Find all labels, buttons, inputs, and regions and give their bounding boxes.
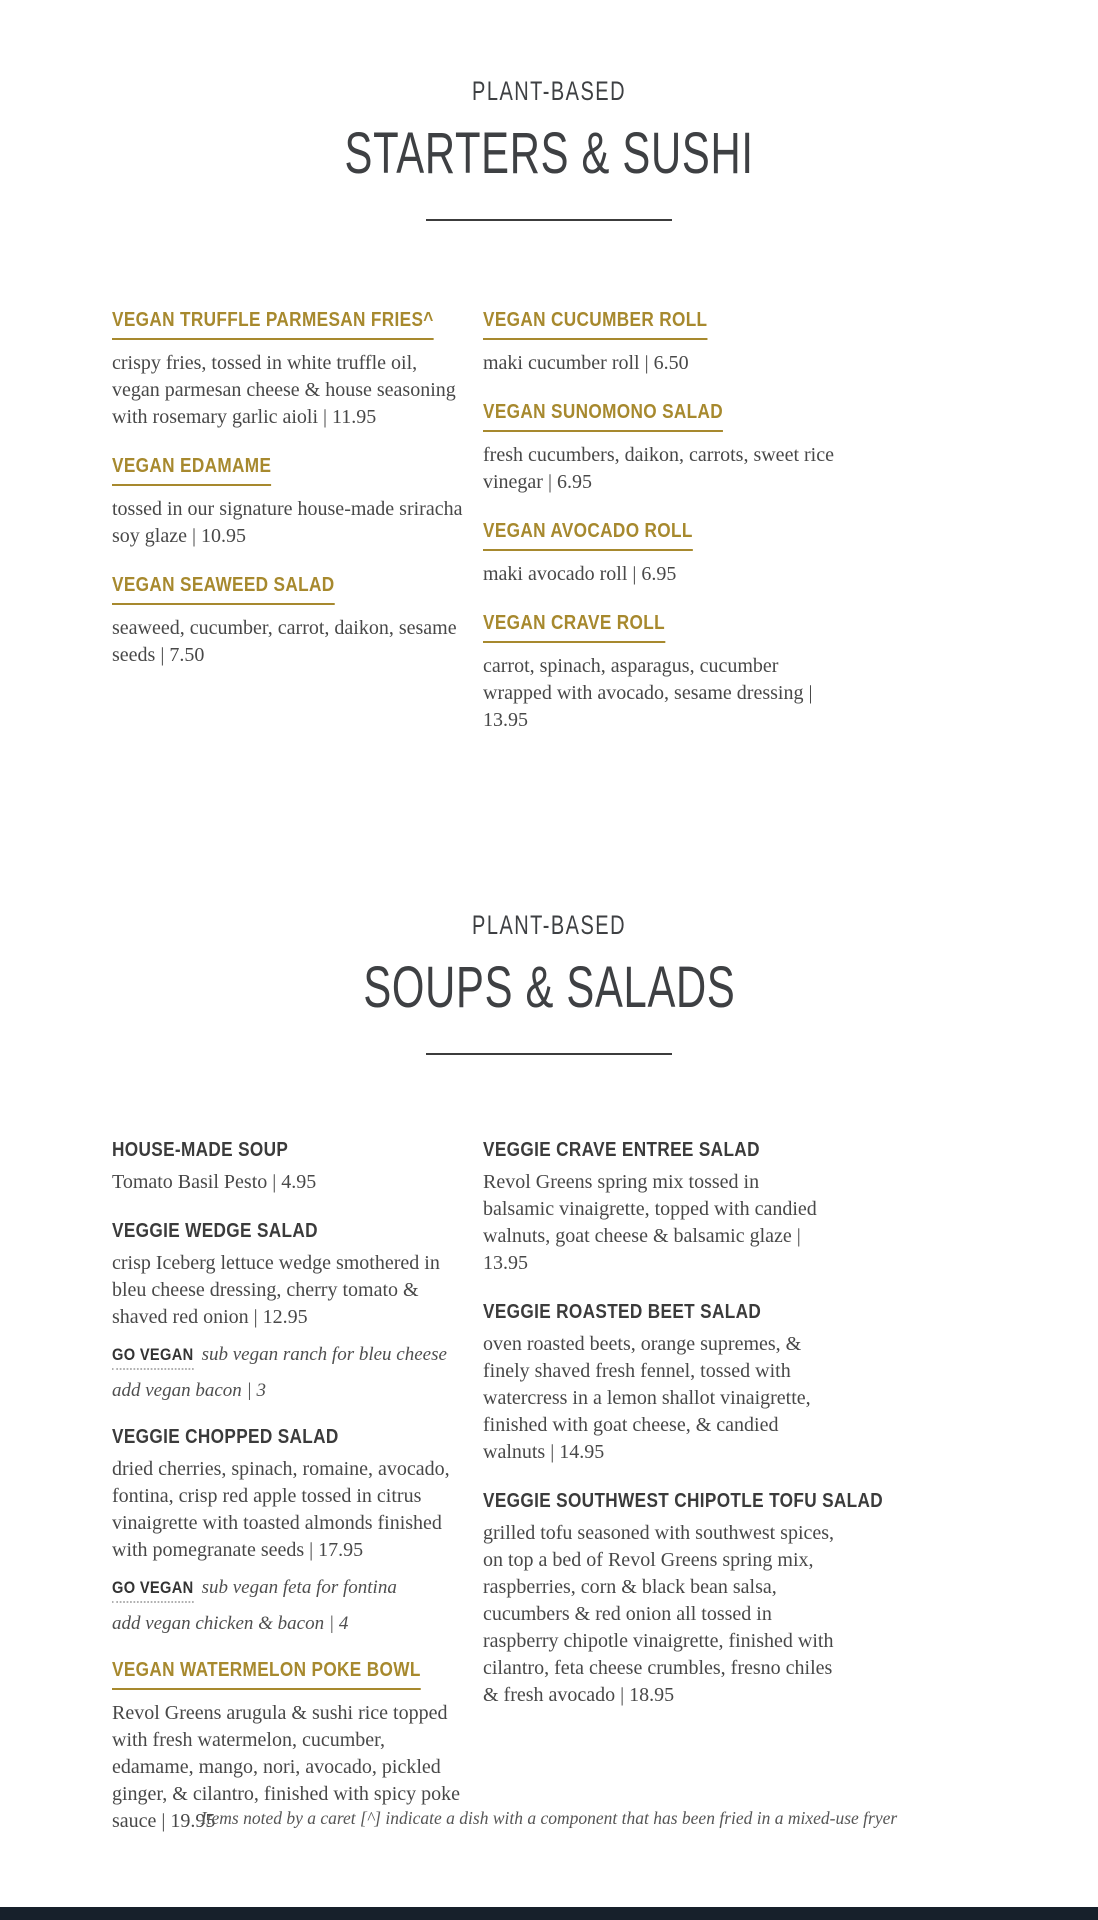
menu-item-vegan-crave-roll bbox=[483, 612, 854, 734]
item-name: VEGAN CRAVE ROLL bbox=[483, 612, 665, 643]
soups-right-column bbox=[483, 1139, 884, 1859]
go-vegan-line bbox=[112, 1576, 483, 1603]
section-header-starters-sushi bbox=[0, 0, 1098, 221]
section-title-text: SOUPS & SALADS bbox=[362, 955, 736, 1020]
soups-left-column bbox=[112, 1139, 483, 1859]
item-name: VEGAN EDAMAME bbox=[112, 455, 271, 486]
item-name: VEGAN SUNOMONO SALAD bbox=[483, 401, 723, 432]
section-divider bbox=[426, 1053, 672, 1055]
starters-sushi-columns bbox=[112, 309, 1098, 758]
item-name: VEGGIE CRAVE ENTREE SALAD bbox=[483, 1139, 760, 1161]
go-vegan-text: sub vegan feta for fontina bbox=[201, 1577, 397, 1598]
item-description: dried cherries, spinach, romaine, avocado, fontina, crisp red apple tossed in citrus vinaigrette with toasted almonds finished with pomegranate seeds | 17.95 bbox=[112, 1458, 450, 1561]
section-title bbox=[0, 123, 1098, 193]
section-eyebrow bbox=[0, 908, 1098, 947]
starters-right-column bbox=[483, 309, 854, 758]
item-name: VEGGIE CHOPPED SALAD bbox=[112, 1426, 339, 1448]
section-eyebrow-text: PLANT-BASED bbox=[472, 76, 626, 106]
item-description: seaweed, cucumber, carrot, daikon, sesame seeds | 7.50 bbox=[112, 617, 457, 666]
soups-salads-columns bbox=[112, 1139, 1098, 1859]
addon-text: add vegan chicken & bacon | 4 bbox=[112, 1613, 349, 1634]
section-header-soups-salads bbox=[0, 908, 1098, 1055]
go-vegan-line bbox=[112, 1343, 483, 1370]
menu-item-veggie-wedge-salad bbox=[112, 1220, 483, 1402]
item-name: VEGGIE WEDGE SALAD bbox=[112, 1220, 318, 1242]
item-description: crispy fries, tossed in white truffle oil, vegan parmesan cheese & house seasoning with rosemary garlic aioli | 11.95 bbox=[112, 352, 456, 428]
section-eyebrow-text: PLANT-BASED bbox=[472, 910, 626, 940]
bottom-bar bbox=[0, 1907, 1098, 1920]
item-description: tossed in our signature house-made sriracha soy glaze | 10.95 bbox=[112, 498, 463, 547]
item-description: maki avocado roll | 6.95 bbox=[483, 563, 677, 585]
go-vegan-label: GO VEGAN bbox=[112, 1343, 194, 1370]
item-description: Revol Greens spring mix tossed in balsamic vinaigrette, topped with candied walnuts, goat cheese & balsamic glaze | 13.95 bbox=[483, 1171, 817, 1274]
item-description: Tomato Basil Pesto | 4.95 bbox=[112, 1171, 317, 1193]
menu-item-vegan-avocado-roll bbox=[483, 520, 854, 588]
item-name: VEGAN AVOCADO ROLL bbox=[483, 520, 693, 551]
section-title bbox=[0, 957, 1098, 1027]
menu-item-vegan-seaweed-salad bbox=[112, 574, 483, 669]
item-name: HOUSE-MADE SOUP bbox=[112, 1139, 289, 1161]
item-description: maki cucumber roll | 6.50 bbox=[483, 352, 689, 374]
menu-item-veggie-southwest-chipotle-tofu-salad bbox=[483, 1490, 884, 1709]
item-description: Revol Greens arugula & sushi rice topped with fresh watermelon, cucumber, edamame, mango, nori, avocado, pickled ginger, & cilantro, finished with spicy poke sauce | 19.95 bbox=[112, 1702, 461, 1832]
item-name: VEGAN CUCUMBER ROLL bbox=[483, 309, 707, 340]
addon-text: add vegan bacon | 3 bbox=[112, 1380, 267, 1401]
item-description: oven roasted beets, orange supremes, & finely shaved fresh fennel, tossed with watercress in a lemon shallot vinaigrette, finished with goat cheese, & candied walnuts | 14.95 bbox=[483, 1333, 811, 1463]
item-name: VEGGIE ROASTED BEET SALAD bbox=[483, 1301, 762, 1323]
item-name: VEGAN SEAWEED SALAD bbox=[112, 574, 335, 605]
section-eyebrow bbox=[0, 74, 1098, 113]
item-description: crisp Iceberg lettuce wedge smothered in bleu cheese dressing, cherry tomato & shaved red onion | 12.95 bbox=[112, 1252, 440, 1328]
starters-left-column bbox=[112, 309, 483, 758]
item-description: grilled tofu seasoned with southwest spices, on top a bed of Revol Greens spring mix, raspberries, corn & black bean salsa, cucumbers & red onion all tossed in raspberry chipotle vinaigrette, finished with cilantro, feta cheese crumbles, fresno chiles & fresh avocado | 18.95 bbox=[483, 1522, 835, 1706]
menu-item-vegan-truffle-parmesan-fries bbox=[112, 309, 483, 431]
menu-item-vegan-sunomono-salad bbox=[483, 401, 854, 496]
item-description: carrot, spinach, asparagus, cucumber wrapped with avocado, sesame dressing | 13.95 bbox=[483, 655, 813, 731]
item-name: VEGAN TRUFFLE PARMESAN FRIES^ bbox=[112, 309, 434, 340]
go-vegan-label: GO VEGAN bbox=[112, 1576, 194, 1603]
menu-item-vegan-edamame bbox=[112, 455, 483, 550]
section-divider bbox=[426, 219, 672, 221]
section-title-text: STARTERS & SUSHI bbox=[344, 121, 754, 186]
go-vegan-text: sub vegan ranch for bleu cheese bbox=[201, 1344, 447, 1365]
menu-item-house-made-soup bbox=[112, 1139, 483, 1196]
item-description: fresh cucumbers, daikon, carrots, sweet rice vinegar | 6.95 bbox=[483, 444, 834, 493]
item-name: VEGGIE SOUTHWEST CHIPOTLE TOFU SALAD bbox=[483, 1490, 884, 1512]
menu-item-vegan-cucumber-roll bbox=[483, 309, 854, 377]
menu-item-veggie-crave-entree-salad bbox=[483, 1139, 854, 1277]
menu-item-veggie-chopped-salad bbox=[112, 1426, 483, 1635]
footer-note: Items noted by a caret [^] indicate a dish with a component that has been fried in a mixed-use fryer bbox=[200, 1808, 898, 1828]
menu-item-veggie-roasted-beet-salad bbox=[483, 1301, 854, 1466]
item-name: VEGAN WATERMELON POKE BOWL bbox=[112, 1659, 421, 1690]
